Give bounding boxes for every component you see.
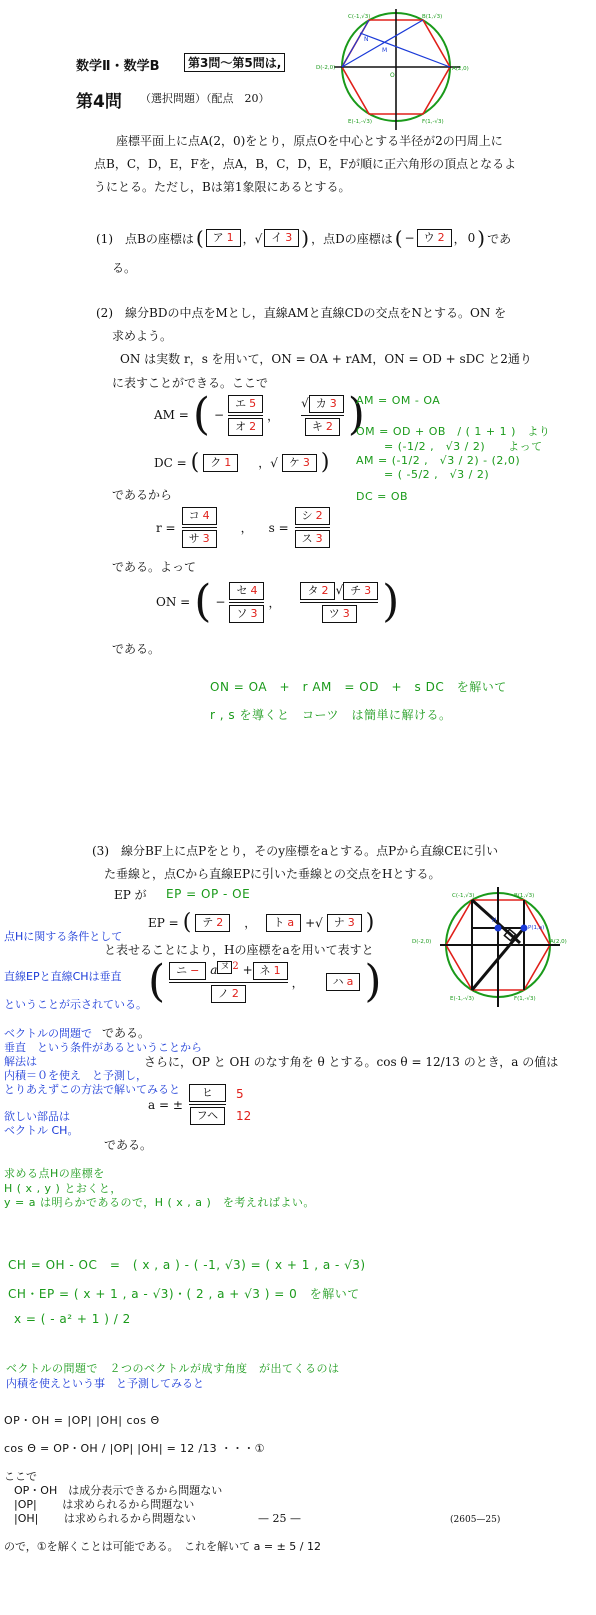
blue-note-1: 垂直 という条件があるということから [4, 1041, 202, 1054]
hyouji-line: と表せることにより，Hの座標をaを用いて表すと [104, 943, 374, 957]
answer-box-ni: ニ − [169, 962, 206, 980]
answer-box-ka: カ 3 [309, 395, 344, 413]
note-am: AM = OM - OA [356, 394, 441, 407]
frac-ka-ki: $\frac{\text{√ カ 3}}{\text{キ 2}}$ [301, 395, 344, 436]
frac-e-o [228, 395, 263, 436]
label-p: P(1,a) [528, 925, 545, 931]
answer-box-ku: ク 1 [203, 454, 238, 472]
r-label: r = [156, 520, 176, 535]
answer-box-to: ト a [266, 914, 301, 932]
label-f: F(1,-√3) [422, 119, 444, 125]
point-p [521, 925, 528, 932]
blue-note-6: ベクトル CH。 [4, 1124, 79, 1137]
frac-se-so [229, 582, 264, 623]
ep-ch-note-2: ということが示されている。 [4, 998, 147, 1011]
label-e-2: E(-1,-√3) [450, 996, 474, 1002]
part1-mid: ，点Dの座標は [311, 231, 393, 246]
ep-ga: EP が [114, 888, 147, 902]
r-s-values: r = $\frac{\text{コ 4}}{\text{サ 3}}$ ， s = $\frac{\text{シ 2}}{\text{ス 3}}$ [156, 507, 330, 548]
am-vector: AM = ( − $\frac{\text{エ 5}}{\text{オ 2}}$ ， $\frac{\text{√ カ 3}}{\text{キ 2}}$ ) [154, 389, 365, 440]
line-cd [342, 20, 369, 67]
ep-note: EP = OP - OE [166, 887, 251, 901]
part1-lead: (1) 点Bの座標は [96, 231, 194, 246]
vector-problem-note: ベクトルの問題で [4, 1027, 92, 1040]
ep-label: EP = [148, 915, 179, 930]
final-note: ので，①を解くことは可能である。 これを解いて a = ± 5 / 12 [4, 1540, 321, 1553]
h-coords: ( $\frac{ニ - a ^{ヌ 2} + ネ 1}{\text{ノ 2}}$ ， ハ a ) [148, 956, 382, 1007]
cos-theta-equation: cos Θ = OP・OH / |OP| |OH| = 12 /13 ・・・① [4, 1442, 265, 1455]
a-value [148, 1084, 226, 1125]
a-eq-label: a = ± [148, 1097, 183, 1112]
label-m: M [382, 47, 388, 54]
note-box: 第3問～第5問は, [184, 53, 285, 72]
dearu-2: である。 [102, 1026, 151, 1040]
ep-vector: EP = ( テ 2 ， ト a +√ ナ 3 ) [148, 910, 375, 935]
dearukara: であるから [112, 488, 173, 502]
answer-box-ko: コ 4 [182, 507, 217, 525]
label-d: D(-2,0) [316, 65, 336, 71]
hexagon-diagram [310, 5, 470, 135]
part2-line-2: 求めよう。 [112, 329, 173, 343]
answer-box-tsu: ツ 3 [322, 605, 357, 623]
part2-line-3: ON は実数 r，s を用いて，ON = OA + rAM，ON = OD + sDC と2通り [120, 352, 532, 366]
fu-answer: 12 [236, 1109, 252, 1123]
part2-line-1: (2) 線分BDの中点をMとし，直線AMと直線CDの交点をNとする。ON を [96, 306, 507, 320]
answer-box-so: ソ 3 [229, 605, 264, 623]
frac-h-x: $\frac{ニ - a ^{ヌ 2} + ネ 1}{\text{ノ 2}}$ [169, 961, 287, 1003]
on-vector: ON = ( − $\frac{\text{セ 4}}{\text{ソ 3}}$ ， $\frac{\text{タ 2 √ チ 3}}{\text{ツ 3}}$ ) [156, 576, 400, 627]
koko-1: OP・OH は成分表示できるから問題ない [14, 1484, 223, 1497]
answer-box-chi: チ 3 [343, 582, 378, 600]
blue-note-4: とりあえずこの方法で解いてみると [4, 1083, 180, 1096]
label-a-2: A(2,0) [550, 939, 567, 945]
label-d-2: D(-2,0) [412, 939, 432, 945]
point-h [495, 925, 502, 932]
problem-number: 第4問 [76, 92, 122, 112]
answer-box-na: ナ 3 [327, 914, 362, 932]
answer-box-e: エ 5 [228, 395, 263, 413]
note-om-val: = (-1/2 , √3 / 2) よって [384, 440, 543, 453]
blue-note-2: 解法は [4, 1055, 37, 1068]
dot-equation: CH・EP = ( x + 1 , a - √3)・( 2 , a + √3 ) = 0 を解いて [8, 1287, 360, 1301]
h-coord-note-3: y = a は明らかであるので，H ( x , a ) を考えればよい。 [4, 1196, 315, 1209]
answer-box-fu: フヘ [190, 1107, 226, 1125]
intro-line-3: うにとる。ただし，Bは第1象限にあるとする。 [94, 180, 351, 194]
answer-box-sa: サ 3 [182, 530, 217, 548]
answer-box-shi: シ 2 [295, 507, 330, 525]
subject-title: 数学Ⅱ・数学B [76, 59, 160, 74]
koko-2: |OP| は求められるから問題ない [14, 1498, 195, 1511]
label-a: A(2,0) [452, 66, 469, 72]
label-e: E(-1,-√3) [348, 119, 372, 125]
answer-box-te: テ 2 [195, 914, 230, 932]
dearu-1: である。 [112, 642, 161, 656]
solve-note-2: r , s を導くと コーツ は簡単に解ける。 [210, 708, 452, 722]
note-am-val: = ( -5/2 , √3 / 2) [384, 468, 490, 481]
part1-tail: であ [487, 231, 512, 246]
frac-ta-chi-tsu: $\frac{\text{タ 2 √ チ 3}}{\text{ツ 3}}$ [300, 582, 378, 623]
solve-note-1: ON = OA + r AM = OD + s DC を解いて [210, 680, 507, 694]
answer-box-no: ノ 2 [211, 985, 246, 1003]
problem-type: （選択問題）（配点 20） [140, 92, 270, 105]
answer-box-ki: キ 2 [305, 418, 340, 436]
label-b-2: B(1,√3) [514, 893, 535, 899]
part3-line-1: (3) 線分BF上に点Pをとり，そのy座標をaとする。点Pから直線CEに引い [92, 844, 499, 858]
part1-tail2: る。 [112, 261, 137, 275]
on-label: ON = [156, 595, 191, 609]
intro-line-2: 点B，C，D，E，Fを，点A，B，C，D，E，Fが順に正六角形の頂点となるよ [94, 157, 517, 171]
op-oh-equation: OP・OH = |OP| |OH| cos Θ [4, 1414, 160, 1427]
answer-box-o: オ 2 [228, 418, 263, 436]
s-label: s = [268, 520, 289, 535]
label-n: N [364, 36, 369, 43]
var-a: a [210, 963, 218, 977]
x-equation: x = ( - a² + 1 ) / 2 [14, 1312, 131, 1326]
am-label: AM = [154, 408, 189, 422]
part2-line-4: に表すことができる。ここで [112, 376, 269, 390]
answer-box-u: ウ 2 [417, 229, 452, 247]
frac-s [295, 507, 330, 548]
plus-sign: + [242, 963, 253, 977]
angle-note-1: ベクトルの問題で ２つのベクトルが成す角度 が出てくるのは [6, 1362, 340, 1375]
dc-label: DC = [154, 455, 187, 470]
koko: ここで [4, 1470, 37, 1483]
answer-box-nu: ヌ [217, 961, 232, 974]
line-am [360, 33, 450, 67]
label-h: H [492, 917, 497, 924]
label-c-2: C(-1,√3) [452, 893, 475, 899]
note-om: OM = OD + OB / ( 1 + 1 ) より [356, 425, 551, 438]
dc-vector: DC = ( ク 1 ，√ ケ 3 ) [154, 450, 330, 475]
answer-box-ne: ネ 1 [253, 962, 288, 980]
blue-note-5: 欲しい部品は [4, 1110, 70, 1123]
answer-box-se: セ 4 [229, 582, 264, 600]
answer-box-ha: ハ a [326, 973, 361, 991]
yotte: である。よって [112, 560, 197, 574]
answer-box-a: ア 1 [206, 229, 241, 247]
frac-r [182, 507, 217, 548]
label-c: C(-1,√3) [348, 14, 371, 20]
angle-note-2: 内積を使えという事 と予測してみると [6, 1377, 204, 1390]
answer-box-su: ス 3 [295, 530, 330, 548]
answer-box-hi: ヒ [189, 1084, 226, 1102]
part3-line-2: た垂線と，点Cから直線EPに引いた垂線との交点をHとする。 [104, 867, 441, 881]
page-number: — 25 — [258, 1512, 301, 1525]
cos-line: さらに，OP と OH のなす角を θ とする。cos θ = 12/13 のとき，a の値は [144, 1055, 559, 1069]
h-condition-note: 点Hに関する条件として [4, 930, 123, 943]
note-dc: DC = OB [356, 490, 409, 503]
intro-line-1: 座標平面上に点A(2，0)をとり，原点Oを中心とする半径が2の円周上に [116, 134, 503, 148]
note-am-calc: AM = (-1/2 , √3 / 2) - (2,0) [356, 454, 521, 467]
hi-answer: 5 [236, 1087, 244, 1101]
coord-zero: 0 [467, 231, 476, 245]
ep-ch-note-1: 直線EPと直線CHは垂直 [4, 970, 122, 983]
segment-bd [342, 20, 423, 67]
hexagon-diagram-2 [410, 885, 582, 1010]
h-coord-note-2: H ( x , y ) とおくと， [4, 1182, 122, 1195]
blue-note-3: 内積＝０を使え と予測し， [4, 1069, 147, 1082]
label-b: B(1,√3) [422, 14, 443, 20]
h-coord-note-1: 求める点Hの座標を [4, 1167, 105, 1180]
koko-3: |OH| は求められるから問題ない [14, 1512, 196, 1525]
answer-box-ke: ケ 3 [282, 454, 317, 472]
answer-box-ta: タ 2 [300, 582, 335, 600]
part1-line: (1) 点Bの座標は ( ア 1 ，√ イ 3 ) ，点Dの座標は ( − ウ 2 ， 0 ) であ [96, 226, 512, 250]
label-o: O [390, 72, 395, 79]
answer-box-i: イ 3 [264, 229, 299, 247]
label-f-2: F(1,-√3) [514, 996, 536, 1002]
frac-a [189, 1084, 226, 1125]
page-code: (2605—25) [450, 1515, 501, 1525]
dearu-3: である。 [104, 1138, 153, 1152]
ch-equation: CH = OH - OC = ( x , a ) - ( -1, √3) = ( x + 1 , a - √3) [8, 1258, 366, 1272]
